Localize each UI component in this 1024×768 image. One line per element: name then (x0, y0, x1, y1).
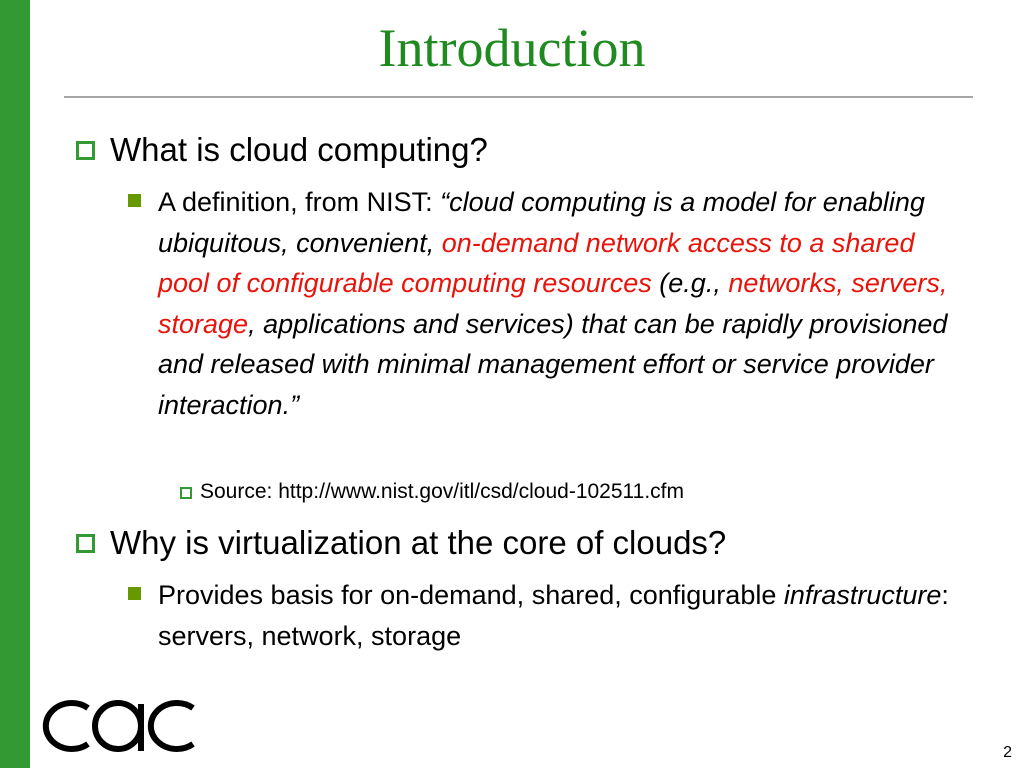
cac-logo (40, 694, 196, 756)
left-accent-bar (0, 0, 30, 768)
sub-bullet-text (158, 182, 952, 425)
hollow-square-bullet-icon (180, 487, 192, 499)
provides-lead: Provides basis for on-demand, shared, configurable (158, 580, 784, 610)
provides-infrastructure: infrastructure (783, 580, 942, 610)
page-number: 2 (1003, 744, 1012, 761)
hollow-square-bullet-icon (76, 141, 95, 160)
bullet-text: Why is virtualization at the core of clouds? (110, 524, 727, 561)
logo-text: cac (40, 694, 42, 695)
definition-highlight-on-demand: on-demand network access to a shared pool of configurable computing resources (158, 227, 915, 298)
source-link-text: Source: http://www.nist.gov/itl/csd/cloud-102511.cfm (200, 480, 685, 503)
definition-quote-start: “cloud computing is a model for enabling ubiquitous, convenient, (158, 187, 925, 258)
slide-title: Introduction (378, 18, 646, 78)
square-bullet-icon (128, 194, 141, 207)
hollow-square-bullet-icon (76, 534, 95, 553)
title-divider (64, 96, 973, 98)
provides-tail: : servers, network, storage (158, 580, 949, 651)
sub-bullet-text (158, 575, 952, 656)
square-bullet-icon (128, 587, 141, 600)
definition-lead: A definition, from NIST: (158, 187, 441, 217)
definition-quote-end: , applications and services) that can be rapidly provisioned and released with minimal management effort or service provider interaction.” (158, 308, 948, 420)
bullet-text: What is cloud computing? (110, 131, 488, 168)
definition-eg: (e.g., (651, 268, 729, 298)
definition-highlight-resources: networks, servers, storage (158, 268, 948, 339)
